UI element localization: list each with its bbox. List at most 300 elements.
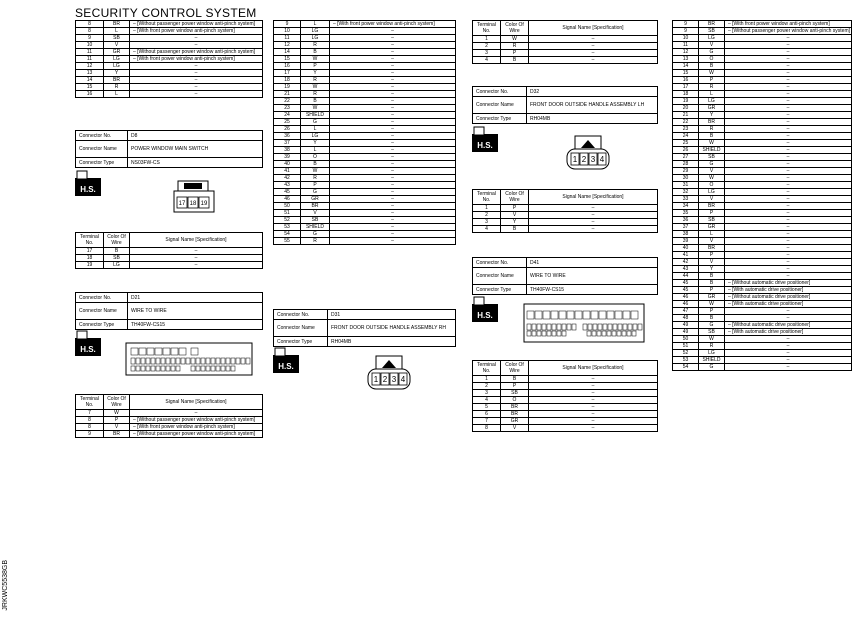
connector-pin (607, 311, 614, 319)
signal-cell: – (725, 182, 852, 189)
terminal-cell: 8 (76, 21, 104, 28)
connector-pin (216, 358, 220, 364)
terminal-cell: 22 (274, 98, 301, 105)
connector-pin (559, 311, 566, 319)
table-row (673, 252, 852, 259)
connector-pin (151, 358, 155, 364)
color-cell: GR (699, 294, 725, 301)
hs-icon (273, 347, 299, 373)
terminal-cell: 45 (274, 189, 301, 196)
signal-cell: – (529, 205, 658, 212)
terminal-cell: 19 (673, 98, 699, 105)
connector-pin (551, 311, 558, 319)
signal-cell: – (330, 56, 456, 63)
connector-pin (527, 324, 531, 330)
signal-cell: – [With front power window anti-pinch system] (130, 56, 263, 63)
connector-pin (542, 331, 546, 336)
color-cell: V (699, 196, 725, 203)
terminal-cell: 8 (473, 425, 501, 432)
color-cell: B (501, 226, 529, 233)
color-cell: V (301, 210, 330, 217)
signal-cell: – (330, 161, 456, 168)
color-cell: LG (699, 189, 725, 196)
table-row (673, 245, 852, 252)
signal-cell: – (725, 350, 852, 357)
signal-cell: – (130, 63, 263, 70)
connector-name-value: FRONT DOOR OUTSIDE HANDLE ASSEMBLY LH (527, 97, 658, 114)
table-row (673, 301, 852, 308)
table-row (473, 50, 658, 57)
color-of-wire-header: Color Of Wire (104, 233, 130, 248)
terminal-cell: 43 (673, 266, 699, 273)
color-cell: W (104, 410, 130, 417)
color-cell: P (501, 50, 529, 57)
terminal-cell: 40 (274, 161, 301, 168)
color-cell: O (699, 182, 725, 189)
signal-cell: – (330, 49, 456, 56)
table-row (274, 182, 456, 189)
connector-pin (608, 324, 612, 330)
signal-cell: – (330, 77, 456, 84)
color-cell: LG (104, 262, 130, 269)
connector-pin (602, 331, 606, 336)
connector-type-value: RH04MB (328, 337, 456, 347)
terminal-cell: 14 (274, 49, 301, 56)
color-cell: B (301, 161, 330, 168)
terminal-cell: 50 (274, 203, 301, 210)
terminal-cell: 12 (274, 42, 301, 49)
signal-cell: – (725, 112, 852, 119)
signal-cell: – (725, 343, 852, 350)
table-row (76, 77, 263, 84)
color-cell: V (501, 425, 529, 432)
table-row (274, 168, 456, 175)
table-row (274, 154, 456, 161)
svg-text:4: 4 (599, 155, 605, 164)
connector-pin (201, 358, 205, 364)
side-code: JRKWC5538GB (2, 560, 9, 611)
signal-name-header: Signal Name [Specification] (130, 395, 263, 410)
connector-pin (557, 324, 561, 330)
table-row (473, 43, 658, 50)
color-cell: G (301, 119, 330, 126)
terminal-cell: 5 (473, 404, 501, 411)
table-row (274, 28, 456, 35)
d41-info-table (472, 257, 658, 295)
table-row (473, 36, 658, 43)
terminal-cell: 21 (274, 91, 301, 98)
svg-text:3: 3 (391, 375, 397, 384)
signal-cell: – (330, 35, 456, 42)
terminal-cell: 4 (473, 397, 501, 404)
terminal-cell: 9 (274, 21, 301, 28)
d31-info-table (273, 309, 456, 347)
terminal-cell: 2 (473, 212, 501, 219)
connector-name-label: Connector Name (473, 97, 527, 114)
d8-terminal-table (75, 232, 263, 269)
connector-pin (537, 324, 541, 330)
table-row (673, 28, 852, 35)
color-cell: V (699, 42, 725, 49)
signal-cell: – (725, 63, 852, 70)
terminal-cell: 32 (673, 189, 699, 196)
color-cell: V (104, 42, 130, 49)
table-row (673, 133, 852, 140)
signal-cell: – (330, 70, 456, 77)
signal-cell: – (725, 91, 852, 98)
table-row (473, 397, 658, 404)
color-cell: W (699, 336, 725, 343)
terminal-cell: 49 (673, 329, 699, 336)
terminal-cell: 52 (673, 350, 699, 357)
table-row (76, 35, 263, 42)
table-row (76, 417, 263, 424)
terminal-cell: 18 (76, 255, 104, 262)
connector-pin (221, 366, 225, 371)
connector-name-value: POWER WINDOW MAIN SWITCH (128, 141, 263, 158)
color-of-wire-header: Color Of Wire (501, 190, 529, 205)
table-row (673, 196, 852, 203)
table-row (274, 161, 456, 168)
signal-cell: – (529, 404, 658, 411)
connector-pin (587, 331, 591, 336)
color-cell: L (104, 28, 130, 35)
color-cell: SB (699, 154, 725, 161)
color-cell: L (301, 147, 330, 154)
connector-pin (543, 311, 550, 319)
signal-cell: – (529, 390, 658, 397)
table-row (673, 322, 852, 329)
hs-label: H.S. (80, 185, 96, 194)
terminal-cell: 10 (673, 35, 699, 42)
table-row (673, 329, 852, 336)
table-row (473, 205, 658, 212)
terminal-cell: 53 (274, 224, 301, 231)
color-cell: LG (301, 28, 330, 35)
connector-pin (632, 331, 636, 336)
terminal-cell: 29 (673, 168, 699, 175)
connector-pin (537, 331, 541, 336)
connector-pin (583, 311, 590, 319)
signal-cell: – [With automatic drive positioner] (725, 287, 852, 294)
terminal-cell: 41 (673, 252, 699, 259)
terminal-cell: 51 (274, 210, 301, 217)
signal-cell: – (725, 357, 852, 364)
table-row (274, 21, 456, 28)
color-cell: SHIELD (699, 357, 725, 364)
terminal-cell: 45 (673, 287, 699, 294)
terminal-cell: 10 (274, 28, 301, 35)
table-row (274, 126, 456, 133)
table-row (673, 98, 852, 105)
color-cell: W (699, 70, 725, 77)
connector-pin (532, 331, 536, 336)
terminal-cell: 13 (673, 56, 699, 63)
table-row (473, 390, 658, 397)
terminal-cell: 37 (274, 140, 301, 147)
connector-pin (171, 348, 178, 355)
terminal-cell: 46 (673, 294, 699, 301)
connector-pin (591, 311, 598, 319)
connector-pin (572, 324, 576, 330)
svg-text:2: 2 (382, 375, 388, 384)
signal-cell: – (529, 397, 658, 404)
signal-cell: – (330, 175, 456, 182)
signal-cell: – (330, 91, 456, 98)
table-row (274, 112, 456, 119)
signal-cell: – (130, 91, 263, 98)
terminal-cell: 3 (473, 390, 501, 397)
color-cell: BR (301, 203, 330, 210)
connector-no-label: Connector No. (473, 258, 527, 268)
signal-cell: – (725, 238, 852, 245)
terminal-cell: 40 (673, 245, 699, 252)
terminal-cell: 1 (473, 36, 501, 43)
color-cell: R (501, 43, 529, 50)
signal-cell: – (330, 84, 456, 91)
table-row (274, 238, 456, 245)
table-row (473, 212, 658, 219)
terminal-cell: 51 (673, 343, 699, 350)
connector-pin (171, 358, 175, 364)
connector-pin (588, 324, 592, 330)
terminal-cell: 7 (76, 410, 104, 417)
signal-cell: – (725, 315, 852, 322)
svg-text:H.S.: H.S. (477, 141, 493, 150)
signal-cell: – (725, 266, 852, 273)
terminal-cell: 18 (673, 91, 699, 98)
signal-name-header: Signal Name [Specification] (529, 361, 658, 376)
connector-pin (623, 311, 630, 319)
connector-pin (136, 358, 140, 364)
terminal-cell: 23 (673, 126, 699, 133)
signal-cell: – (725, 77, 852, 84)
connector-pin (206, 366, 210, 371)
table-row (673, 259, 852, 266)
col1-top-table (75, 20, 263, 98)
color-cell: W (699, 301, 725, 308)
table-row (673, 182, 852, 189)
terminal-cell: 1 (473, 205, 501, 212)
signal-cell: – (725, 364, 852, 371)
terminal-cell: 39 (274, 154, 301, 161)
terminal-cell: 3 (473, 50, 501, 57)
connector-name-value: WIRE TO WIRE (128, 303, 263, 320)
connector-pin (613, 324, 617, 330)
table-row (76, 28, 263, 35)
table-row (673, 140, 852, 147)
color-cell: W (301, 56, 330, 63)
table-row (274, 175, 456, 182)
terminal-cell: 36 (673, 217, 699, 224)
table-row (673, 21, 852, 28)
signal-cell: – (529, 36, 658, 43)
table-row (673, 308, 852, 315)
terminal-cell: 11 (76, 49, 104, 56)
terminal-cell: 19 (76, 262, 104, 269)
table-row (673, 336, 852, 343)
d41-terminal-table (472, 360, 658, 432)
terminal-cell: 2 (473, 383, 501, 390)
signal-cell: – [With front power window anti-pinch system] (330, 21, 456, 28)
table-row (76, 255, 263, 262)
table-row (76, 410, 263, 417)
signal-cell: – (330, 119, 456, 126)
color-cell: B (699, 133, 725, 140)
signal-cell: – (725, 175, 852, 182)
signal-cell: – [With front power window anti-pinch system] (130, 424, 263, 431)
table-row (673, 231, 852, 238)
connector-pin (171, 366, 175, 371)
signal-cell: – (725, 273, 852, 280)
table-row (76, 84, 263, 91)
connector-pin (206, 358, 210, 364)
signal-cell: – (330, 224, 456, 231)
svg-text:H.S.: H.S. (477, 311, 493, 320)
color-cell: B (501, 376, 529, 383)
connector-pin (231, 366, 235, 371)
terminal-cell: 16 (673, 77, 699, 84)
signal-name-header: Signal Name [Specification] (130, 233, 263, 248)
connector-pin (535, 311, 542, 319)
signal-cell: – (725, 35, 852, 42)
color-cell: LG (699, 98, 725, 105)
table-row (673, 42, 852, 49)
table-row (274, 70, 456, 77)
connector-pin (226, 366, 230, 371)
signal-cell: – (330, 231, 456, 238)
signal-cell: – (330, 126, 456, 133)
table-row (274, 217, 456, 224)
d21-terminal-table (75, 394, 263, 438)
signal-cell: – (725, 49, 852, 56)
terminal-cell: 42 (274, 175, 301, 182)
table-row (76, 42, 263, 49)
terminal-cell: 47 (673, 308, 699, 315)
signal-cell: – (130, 248, 263, 255)
connector-pin (567, 324, 571, 330)
terminal-cell: 18 (274, 77, 301, 84)
connector-pin (552, 324, 556, 330)
color-cell: V (699, 168, 725, 175)
svg-text:H.S.: H.S. (80, 345, 96, 354)
connector-pin (141, 366, 145, 371)
signal-cell: – (130, 42, 263, 49)
d31-connector-face (364, 355, 414, 391)
terminal-no-header: Terminal No. (473, 190, 501, 205)
d8-pin-18: 18 (189, 201, 197, 207)
signal-cell: – [Without passenger power window anti-pinch system] (130, 417, 263, 424)
signal-cell: – (529, 226, 658, 233)
table-row (76, 70, 263, 77)
table-row (473, 425, 658, 432)
terminal-cell: 33 (673, 196, 699, 203)
color-cell: BR (104, 21, 130, 28)
signal-cell: – (330, 189, 456, 196)
connector-pin (603, 324, 607, 330)
color-cell: Y (104, 70, 130, 77)
color-cell: SB (699, 329, 725, 336)
terminal-cell: 7 (473, 418, 501, 425)
color-cell: BR (501, 404, 529, 411)
color-cell: LG (104, 56, 130, 63)
signal-cell: – (529, 43, 658, 50)
color-cell: R (699, 84, 725, 91)
table-row (274, 35, 456, 42)
color-cell: B (699, 63, 725, 70)
d8-pin-17: 17 (178, 201, 186, 207)
terminal-cell: 39 (673, 238, 699, 245)
connector-pin (163, 348, 170, 355)
signal-cell: – (130, 255, 263, 262)
terminal-cell: 21 (673, 112, 699, 119)
color-cell: L (301, 126, 330, 133)
connector-pin (562, 324, 566, 330)
terminal-no-header: Terminal No. (76, 233, 104, 248)
connector-pin (176, 366, 180, 371)
terminal-cell: 1 (473, 376, 501, 383)
signal-cell: – (330, 196, 456, 203)
signal-cell: – (725, 119, 852, 126)
connector-pin (221, 358, 225, 364)
terminal-cell: 8 (76, 424, 104, 431)
connector-pin (627, 331, 631, 336)
table-row (673, 343, 852, 350)
signal-cell: – (529, 212, 658, 219)
table-row (274, 63, 456, 70)
signal-cell: – (725, 105, 852, 112)
signal-cell: – (725, 308, 852, 315)
connector-no-label: Connector No. (76, 293, 128, 303)
terminal-cell: 11 (76, 56, 104, 63)
connector-pin (631, 311, 638, 319)
signal-cell: – (330, 182, 456, 189)
signal-cell: – (725, 42, 852, 49)
table-row (76, 56, 263, 63)
connector-no-label: Connector No. (274, 310, 328, 320)
connector-pin (166, 366, 170, 371)
connector-pin (615, 311, 622, 319)
color-cell: P (699, 77, 725, 84)
terminal-cell: 41 (274, 168, 301, 175)
terminal-cell: 54 (673, 364, 699, 371)
table-row (473, 418, 658, 425)
color-cell: P (699, 308, 725, 315)
terminal-cell: 15 (274, 56, 301, 63)
signal-cell: – [Without passenger power window anti-pinch system] (725, 28, 852, 35)
terminal-cell: 30 (673, 175, 699, 182)
table-row (673, 217, 852, 224)
signal-cell: – (330, 105, 456, 112)
signal-cell: – (130, 410, 263, 417)
terminal-cell: 35 (673, 210, 699, 217)
terminal-cell: 36 (274, 133, 301, 140)
color-cell: GR (699, 224, 725, 231)
connector-no-label: Connector No. (473, 87, 527, 97)
connector-no-label: Connector No. (76, 131, 128, 141)
connector-type-label: Connector Type (473, 285, 527, 295)
signal-cell: – (725, 98, 852, 105)
connector-pin (136, 366, 140, 371)
color-cell: Y (301, 70, 330, 77)
table-row (673, 315, 852, 322)
connector-pin (599, 311, 606, 319)
d21-connector-face (125, 342, 253, 376)
color-cell: R (301, 175, 330, 182)
svg-text:3: 3 (590, 155, 596, 164)
table-row (76, 91, 263, 98)
connector-pin (583, 324, 587, 330)
